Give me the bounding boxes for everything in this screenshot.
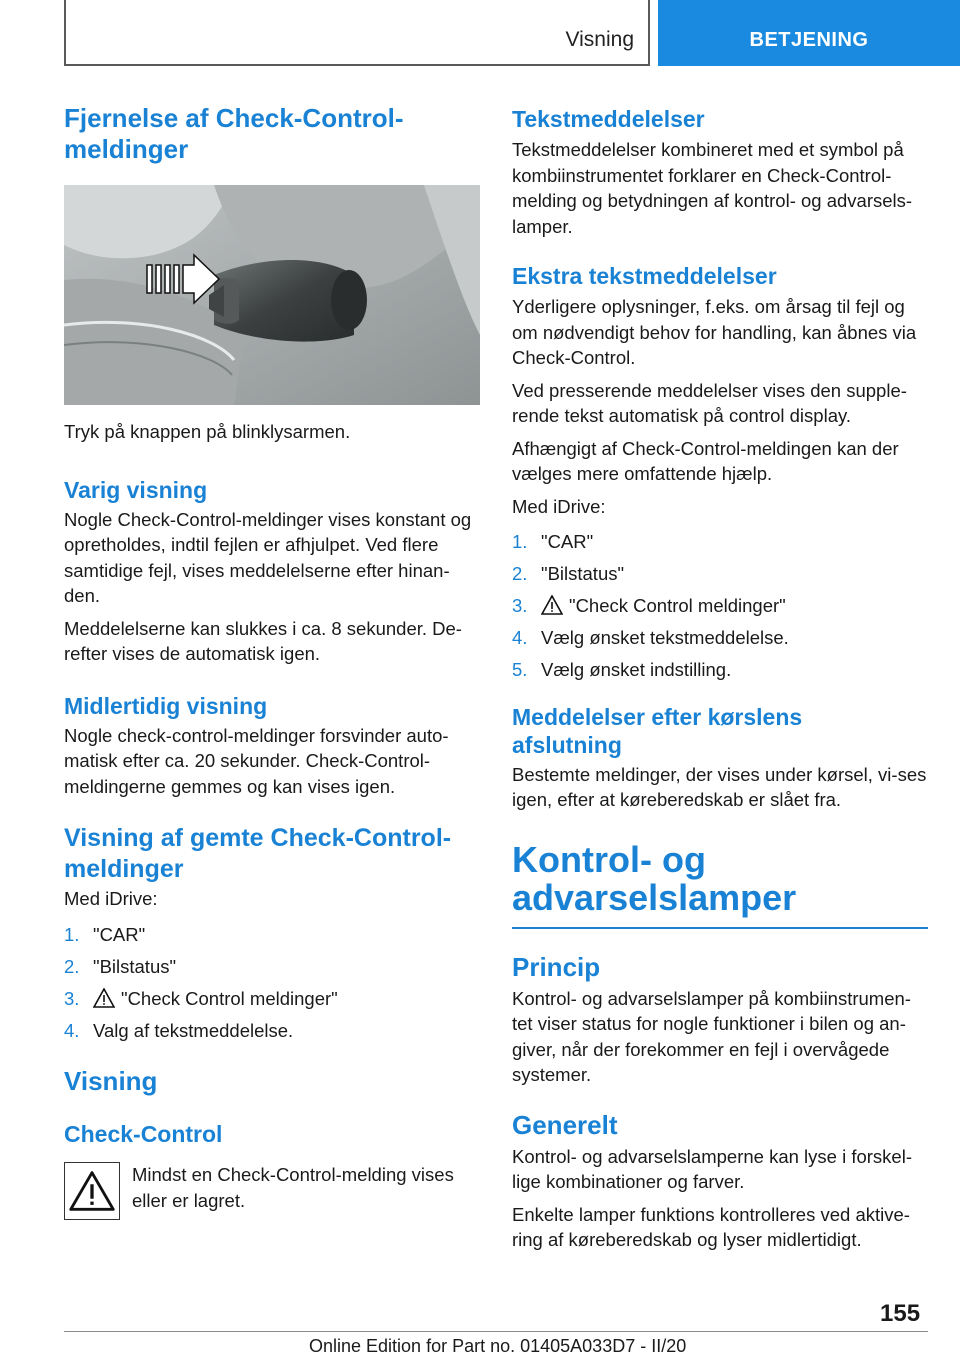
list-item	[512, 593, 928, 619]
page-number: 155	[880, 1300, 921, 1327]
left-column	[64, 103, 480, 1213]
step-text: "Check Control meldinger"	[121, 987, 338, 1009]
step-text: "Bilstatus"	[93, 955, 177, 977]
chapter-heading-kontrol	[512, 838, 928, 918]
step-text: Valg af tekstmeddelelse.	[93, 1019, 294, 1041]
paragraph-midlertidig-1: Nogle check-control-meldinger forsvinder auto-matisk efter ca. 20 sekunder. Check-Control-meldingerne gemmes og kan vises igen.	[64, 724, 449, 797]
paragraph-generelt-2: Enkelte lamper funktions kontrolleres ved aktive-ring af køreberedskab og lyser midlertidigt.	[512, 1203, 910, 1250]
section-title-removal	[64, 103, 480, 165]
step-text: "CAR"	[93, 923, 146, 945]
list-item	[512, 529, 928, 555]
paragraph-efter-1: Bestemte meldinger, der vises under kørsel, vi-ses igen, efter at køreberedskab er slået fra.	[512, 763, 927, 810]
heading-meddelelser-efter	[512, 703, 928, 759]
step-text: "CAR"	[541, 531, 594, 552]
warning-triangle-icon	[541, 595, 563, 615]
heading-efter-line2: afslutning	[512, 731, 622, 758]
paragraph-ekstra-1: Yderligere oplysninger, f.eks. om årsag til fejl og om nødvendigt behov for handling, kan åbnes via Check-Control.	[512, 296, 917, 368]
check-control-warning-box	[64, 1162, 480, 1213]
step-number: 2.	[512, 563, 528, 584]
heading-visning: Visning	[64, 1066, 158, 1096]
warning-triangle-icon	[64, 1162, 120, 1220]
step-number: 5.	[512, 659, 528, 680]
paragraph-varig-1: Nogle Check-Control-meldinger vises konstant og opretholdes, indtil fejlen er afhjulpet. Ved flere samtidige fejl, vises meddelelserne efter hinan-den.	[64, 508, 472, 606]
header-chapter-tab	[658, 0, 960, 66]
paragraph-ekstra-2: Ved presserende meddelelser vises den supple-rende tekst automatisk på control display.	[512, 379, 907, 426]
ekstra-intro: Med iDrive:	[512, 495, 606, 517]
list-item	[64, 986, 480, 1012]
check-control-text: Mindst en Check-Control-melding vises eller er lagret.	[132, 1164, 454, 1211]
heading-efter-line1: Meddelelser efter kørslens	[512, 703, 803, 730]
warning-triangle-icon	[93, 988, 115, 1008]
step-number: 1.	[512, 531, 528, 552]
chapter-heading-line2: advarselslamper	[512, 876, 797, 918]
list-item	[64, 1018, 480, 1044]
heading-varig-visning: Varig visning	[64, 476, 208, 503]
footer-edition-text: Online Edition for Part no. 01405A033D7 - II/20	[309, 1336, 687, 1356]
gemte-steps-list	[64, 922, 480, 1044]
step-number: 4.	[512, 627, 528, 648]
ekstra-steps-list	[512, 529, 928, 683]
list-item	[512, 561, 928, 587]
list-item	[512, 625, 928, 651]
list-item	[64, 954, 480, 980]
right-column	[512, 103, 928, 1253]
step-number: 3.	[64, 987, 80, 1009]
gemte-intro: Med iDrive:	[64, 888, 158, 909]
header-section-title: Visning	[565, 28, 634, 51]
heading-generelt: Generelt	[512, 1109, 618, 1140]
header-section-box	[64, 0, 650, 66]
chapter-heading-line1: Kontrol- og	[512, 838, 706, 880]
step-text: "Check Control meldinger"	[569, 595, 786, 616]
chapter-divider	[512, 927, 928, 929]
heading-gemte-line1: Visning af gemte Check-Control-	[64, 824, 452, 852]
paragraph-varig-2: Meddelelserne kan slukkes i ca. 8 sekunder. De-refter vises de automatisk igen.	[64, 617, 462, 664]
heading-princip: Princip	[512, 951, 601, 982]
heading-ekstra-tekstmeddelelser: Ekstra tekstmeddelelser	[512, 263, 777, 289]
section-title-removal-line2: meldinger	[64, 134, 189, 164]
stalk-illustration	[64, 185, 480, 405]
step-number: 2.	[64, 955, 80, 977]
heading-tekstmeddelelser: Tekstmeddelelser	[512, 106, 705, 132]
paragraph-generelt-1: Kontrol- og advarselslamperne kan lyse i forskel-lige kombinationer og farver.	[512, 1145, 912, 1192]
heading-check-control: Check-Control	[64, 1121, 223, 1147]
footer-divider	[64, 1331, 928, 1332]
step-number: 1.	[64, 923, 80, 945]
step-number: 4.	[64, 1019, 80, 1041]
heading-gemte-meldinger	[64, 823, 480, 885]
step-number: 3.	[512, 595, 528, 616]
list-item	[512, 657, 928, 683]
paragraph-princip-1: Kontrol- og advarselslamper på kombiinstrumen-tet viser status for nogle funktioner i bilen og an-giver, når der forekommer en fejl i overvågede systemer.	[512, 987, 911, 1085]
list-item	[64, 922, 480, 948]
heading-gemte-line2: meldinger	[64, 855, 184, 883]
step-text: "Bilstatus"	[541, 563, 625, 584]
section-title-removal-line1: Fjernelse af Check-Control-	[64, 103, 404, 133]
step-text: Vælg ønsket indstilling.	[541, 659, 732, 680]
paragraph-tekst-1: Tekstmeddelelser kombineret med et symbol på kombiinstrumentet forklarer en Check-Control-melding og betydningen af kontrol- og advarsels-lamper.	[512, 139, 913, 237]
heading-midlertidig-visning: Midlertidig visning	[64, 692, 268, 719]
figure-caption: Tryk på knappen på blinklysarmen.	[64, 421, 351, 442]
stalk-button-figure	[64, 185, 480, 405]
step-text: Vælg ønsket tekstmeddelelse.	[541, 627, 789, 648]
header-chapter-label: BETJENING	[749, 29, 869, 51]
paragraph-ekstra-3: Afhængigt af Check-Control-meldingen kan der vælges mere omfattende hjælp.	[512, 437, 899, 484]
